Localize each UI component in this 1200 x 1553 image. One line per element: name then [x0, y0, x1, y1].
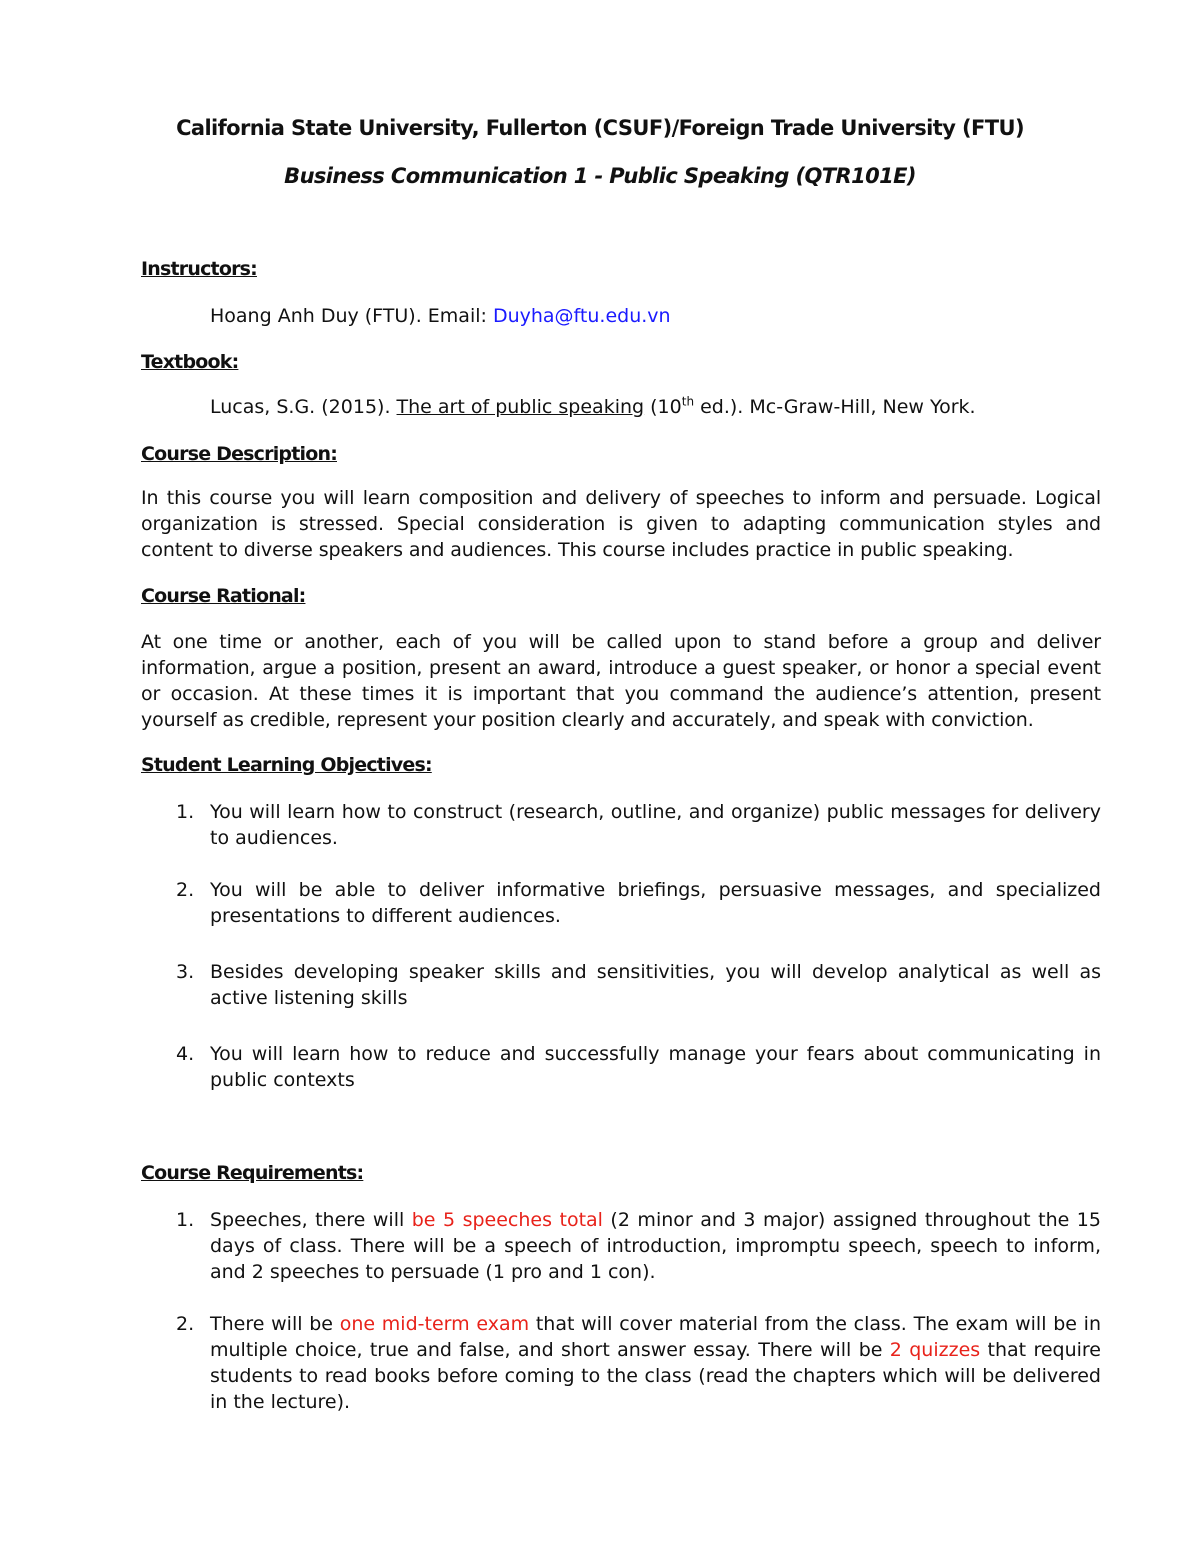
course-description-heading: Course Description: [141, 443, 337, 465]
document-subtitle: Business Communication 1 - Public Speaking (QTR101E) [284, 164, 916, 188]
textbook-edition-sup: th [681, 394, 695, 409]
requirement-text-b: (2 minor and 3 major) assigned throughout the 15 days of class. There will be a speech of introduction, impromptu speech, speech to inform, and 2 speeches to persuade (1 pro and 1 con). [210, 1209, 1101, 1283]
requirement-text-c: that require students to read books before coming to the class (read the chapters which will be delivered in the lecture). [210, 1339, 1101, 1413]
objective-number: 2. [176, 879, 195, 901]
objective-text: Besides developing speaker skills and sensitivities, you will develop analytical as well as active listening skills [210, 961, 1101, 1009]
instructors-heading: Instructors: [141, 258, 257, 280]
requirement-text-b: that will cover material from the class. The exam will be in multiple choice, true and false, and short answer essay. There will be [210, 1313, 1101, 1361]
objective-number: 1. [176, 801, 195, 823]
requirement-number: 1. [176, 1209, 195, 1231]
objective-text: You will learn how to reduce and successfully manage your fears about communicating in public contexts [210, 1043, 1101, 1091]
textbook-citation [141, 396, 1170, 418]
objectives-heading: Student Learning Objectives: [141, 754, 432, 776]
requirement-number: 2. [176, 1313, 195, 1335]
textbook-heading: Textbook: [141, 351, 239, 373]
requirements-list [141, 1207, 1101, 1415]
textbook-edition-prefix: (10 [644, 396, 682, 418]
objectives-list [141, 799, 1101, 1093]
objective-number: 4. [176, 1043, 195, 1065]
requirement-item [141, 1207, 1101, 1285]
objective-item [141, 959, 1101, 1011]
requirement-text-a: Speeches, there will [210, 1209, 412, 1231]
textbook-title: The art of public speaking [396, 396, 645, 418]
objective-item [141, 877, 1101, 929]
requirement-highlight: one mid-term exam [339, 1313, 530, 1335]
requirement-text-a: There will be [210, 1313, 340, 1335]
requirement-highlight: 2 quizzes [889, 1339, 981, 1361]
textbook-edition-suffix: ed.). Mc-Graw-Hill, New York. [694, 396, 976, 418]
course-rational-text: At one time or another, each of you will be called upon to stand before a group and deliver information, argue a position, present an award, introduce a guest speaker, or honor a special event or occasion. At these times it is important that you command the audience’s attention, present yourself as credible, represent your position clearly and accurately, and speak with conviction. [141, 631, 1101, 731]
document-title: California State University, Fullerton (CSUF)/Foreign Trade University (FTU) [176, 116, 1024, 140]
course-rational-heading: Course Rational: [141, 585, 306, 607]
textbook-author: Lucas, S.G. (2015). [210, 396, 397, 418]
objective-item [141, 1041, 1101, 1093]
instructor-email-link[interactable]: Duyha@ftu.edu.vn [492, 305, 671, 327]
requirement-item [141, 1311, 1101, 1415]
instructor-line [141, 305, 1170, 327]
requirement-highlight: be 5 speeches total [411, 1209, 603, 1231]
objective-text: You will be able to deliver informative briefings, persuasive messages, and specialized presentations to different audiences. [210, 879, 1101, 927]
objective-text: You will learn how to construct (research, outline, and organize) public messages for delivery to audiences. [210, 801, 1101, 849]
instructor-name: Hoang Anh Duy (FTU). Email: [210, 305, 493, 327]
objective-item [141, 799, 1101, 851]
course-description-text: In this course you will learn composition and delivery of speeches to inform and persuade. Logical organization is stressed. Special consideration is given to adapting communication styles and content to diverse speakers and audiences. This course includes practice in public speaking. [141, 487, 1101, 561]
objective-number: 3. [176, 961, 195, 983]
requirements-heading: Course Requirements: [141, 1162, 364, 1184]
